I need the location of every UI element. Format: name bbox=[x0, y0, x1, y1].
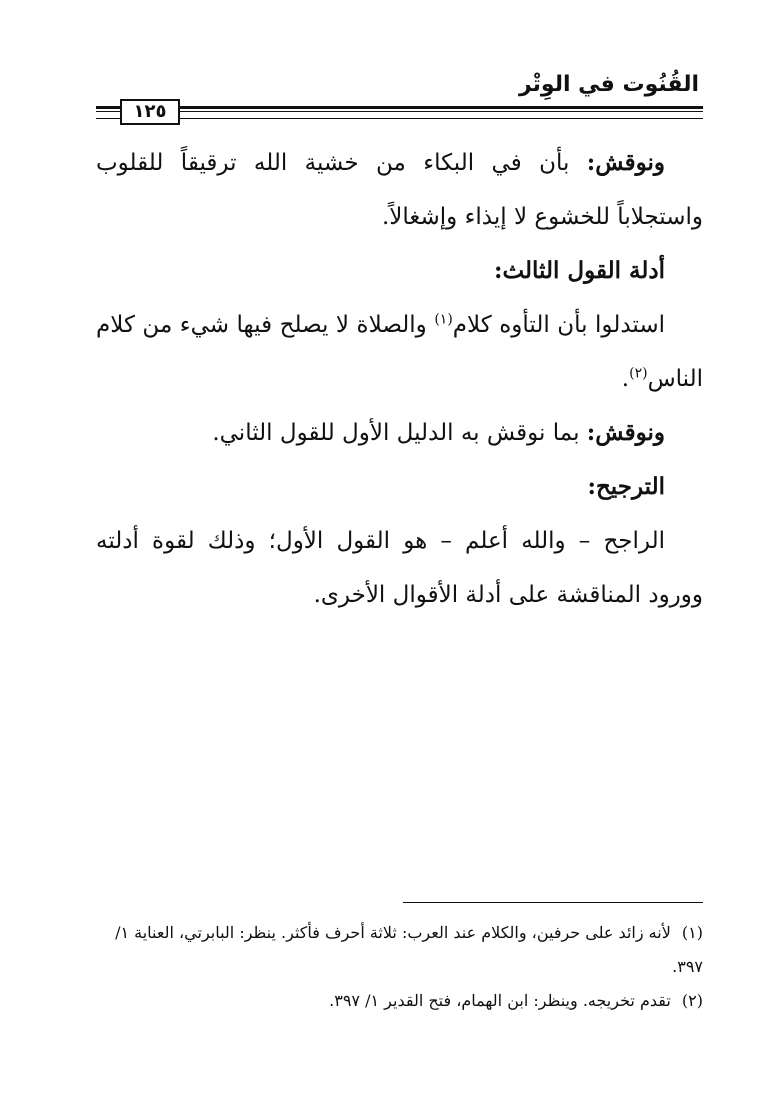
paragraph-tarjih: الراجح – والله أعلم – هو القول الأول؛ وذلك لقوة أدلته وورود المناقشة على أدلة الأقوال الأخرى. bbox=[96, 528, 703, 608]
footnote-2 bbox=[96, 984, 703, 1018]
paragraph-evidence bbox=[96, 298, 703, 406]
page-number: ١٢٥ bbox=[120, 99, 180, 125]
footnote-number-2: (٢) bbox=[681, 991, 703, 1010]
discussion-text-2: بما نوقش به الدليل الأول للقول الثاني. bbox=[212, 420, 580, 446]
evidence-text-start: استدلوا بأن التأوه كلام bbox=[452, 312, 665, 338]
evidence-text-middle: والصلاة لا يصلح فيها شيء من كلام الناس bbox=[96, 312, 703, 392]
footnote-number-1: (١) bbox=[681, 923, 703, 942]
footnote-ref-2[interactable]: (٢) bbox=[629, 365, 648, 382]
footnotes bbox=[96, 916, 703, 1018]
header-rule bbox=[96, 106, 703, 119]
discussion-lead: ونوقش: bbox=[586, 149, 665, 176]
footnote-text-2: تقدم تخريجه. وينظر: ابن الهمام، فتح القدير ١/ ٣٩٧. bbox=[329, 991, 671, 1010]
footnote-1 bbox=[96, 916, 703, 984]
running-title: القُنُوت في الوِتْر bbox=[518, 72, 699, 97]
discussion-lead-2: ونوقش: bbox=[586, 419, 665, 446]
footnote-ref-1[interactable]: (١) bbox=[434, 311, 453, 328]
evidence-text-end: . bbox=[621, 366, 630, 392]
paragraph-discussion-2 bbox=[96, 406, 703, 460]
body-text bbox=[96, 136, 703, 622]
heading-tarjih: الترجيح: bbox=[587, 473, 665, 500]
footnote-divider bbox=[403, 902, 703, 903]
heading-third-opinion: أدلة القول الثالث: bbox=[493, 257, 665, 284]
footnote-text-1: لأنه زائد على حرفين، والكلام عند العرب: ثلاثة أحرف فأكثر. ينظر: البابرتي، العناية ١/ ٣٩٧. bbox=[115, 923, 703, 976]
discussion-text: بأن في البكاء من خشية الله ترقيقاً للقلوب واستجلاباً للخشوع لا إيذاء وإشغالاً. bbox=[96, 150, 703, 230]
paragraph-discussion-1 bbox=[96, 136, 703, 244]
